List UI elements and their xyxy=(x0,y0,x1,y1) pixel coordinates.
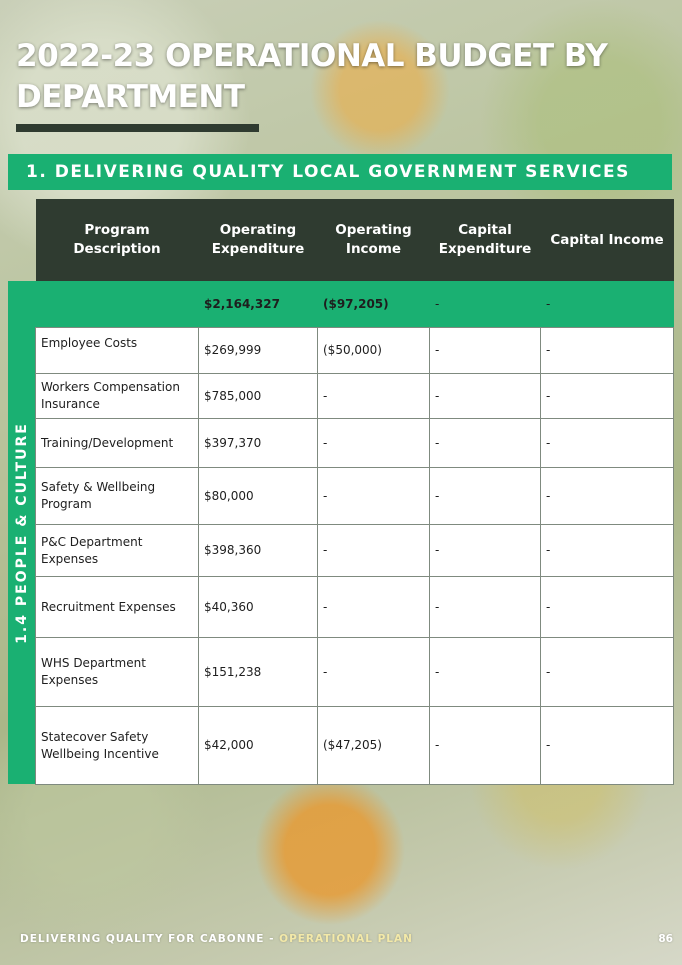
row-capital-expenditure: - xyxy=(430,328,541,374)
table-row xyxy=(36,468,674,525)
total-operating-income: ($97,205) xyxy=(318,282,430,328)
row-capital-income: - xyxy=(541,577,674,638)
header-operating-income: Operating Income xyxy=(318,199,430,282)
section-banner: 1. DELIVERING QUALITY LOCAL GOVERNMENT SERVICES xyxy=(8,154,672,190)
row-operating-expenditure: $151,238 xyxy=(199,638,318,707)
row-operating-expenditure: $42,000 xyxy=(199,707,318,785)
table-row xyxy=(36,419,674,468)
row-capital-income: - xyxy=(541,328,674,374)
row-capital-income: - xyxy=(541,419,674,468)
table-row xyxy=(36,525,674,577)
row-operating-expenditure: $397,370 xyxy=(199,419,318,468)
table-header-row xyxy=(36,199,674,282)
row-capital-expenditure: - xyxy=(430,525,541,577)
row-capital-expenditure: - xyxy=(430,638,541,707)
table-row xyxy=(36,328,674,374)
row-description: Employee Costs xyxy=(36,328,199,374)
total-capital-expenditure: - xyxy=(430,282,541,328)
header-capital-income: Capital Income xyxy=(541,199,674,282)
department-side-label xyxy=(8,281,35,784)
table-row xyxy=(36,374,674,419)
row-description: WHS Department Expenses xyxy=(36,638,199,707)
row-capital-income: - xyxy=(541,525,674,577)
row-operating-expenditure: $80,000 xyxy=(199,468,318,525)
table-row xyxy=(36,707,674,785)
row-description: Statecover Safety Wellbeing Incentive xyxy=(36,707,199,785)
footer-document-title xyxy=(20,933,413,945)
total-row xyxy=(36,282,674,328)
row-capital-expenditure: - xyxy=(430,374,541,419)
footer-main-text: DELIVERING QUALITY FOR CABONNE - xyxy=(20,933,280,945)
budget-table xyxy=(35,199,674,785)
row-capital-expenditure: - xyxy=(430,468,541,525)
row-operating-income: ($47,205) xyxy=(318,707,430,785)
row-capital-expenditure: - xyxy=(430,577,541,638)
row-description: Safety & Wellbeing Program xyxy=(36,468,199,525)
row-description: Workers Compensation Insurance xyxy=(36,374,199,419)
row-description: P&C Department Expenses xyxy=(36,525,199,577)
table-row xyxy=(36,638,674,707)
row-capital-income: - xyxy=(541,374,674,419)
page-number: 86 xyxy=(658,933,673,945)
title-underline xyxy=(16,124,259,132)
row-operating-income: - xyxy=(318,419,430,468)
total-capital-income: - xyxy=(541,282,674,328)
header-operating-expenditure: Operating Expenditure xyxy=(199,199,318,282)
header-capital-expenditure: Capital Expenditure xyxy=(430,199,541,282)
row-operating-expenditure: $40,360 xyxy=(199,577,318,638)
row-operating-income: - xyxy=(318,468,430,525)
row-operating-expenditure: $269,999 xyxy=(199,328,318,374)
footer-highlight-text: OPERATIONAL PLAN xyxy=(279,933,413,945)
row-description: Recruitment Expenses xyxy=(36,577,199,638)
total-desc xyxy=(36,282,199,328)
row-capital-income: - xyxy=(541,468,674,525)
row-operating-expenditure: $398,360 xyxy=(199,525,318,577)
row-capital-income: - xyxy=(541,707,674,785)
row-description: Training/Development xyxy=(36,419,199,468)
row-operating-income: - xyxy=(318,374,430,419)
row-capital-expenditure: - xyxy=(430,419,541,468)
row-operating-income: - xyxy=(318,638,430,707)
table-row xyxy=(36,577,674,638)
row-operating-income: - xyxy=(318,525,430,577)
page-title: 2022-23 OPERATIONAL BUDGET BY DEPARTMENT xyxy=(16,38,608,115)
header-program-description: Program Description xyxy=(36,199,199,282)
row-operating-expenditure: $785,000 xyxy=(199,374,318,419)
row-operating-income: ($50,000) xyxy=(318,328,430,374)
row-capital-expenditure: - xyxy=(430,707,541,785)
row-operating-income: - xyxy=(318,577,430,638)
total-operating-expenditure: $2,164,327 xyxy=(199,282,318,328)
row-capital-income: - xyxy=(541,638,674,707)
department-label-text: 1.4 PEOPLE & CULTURE xyxy=(13,421,30,644)
